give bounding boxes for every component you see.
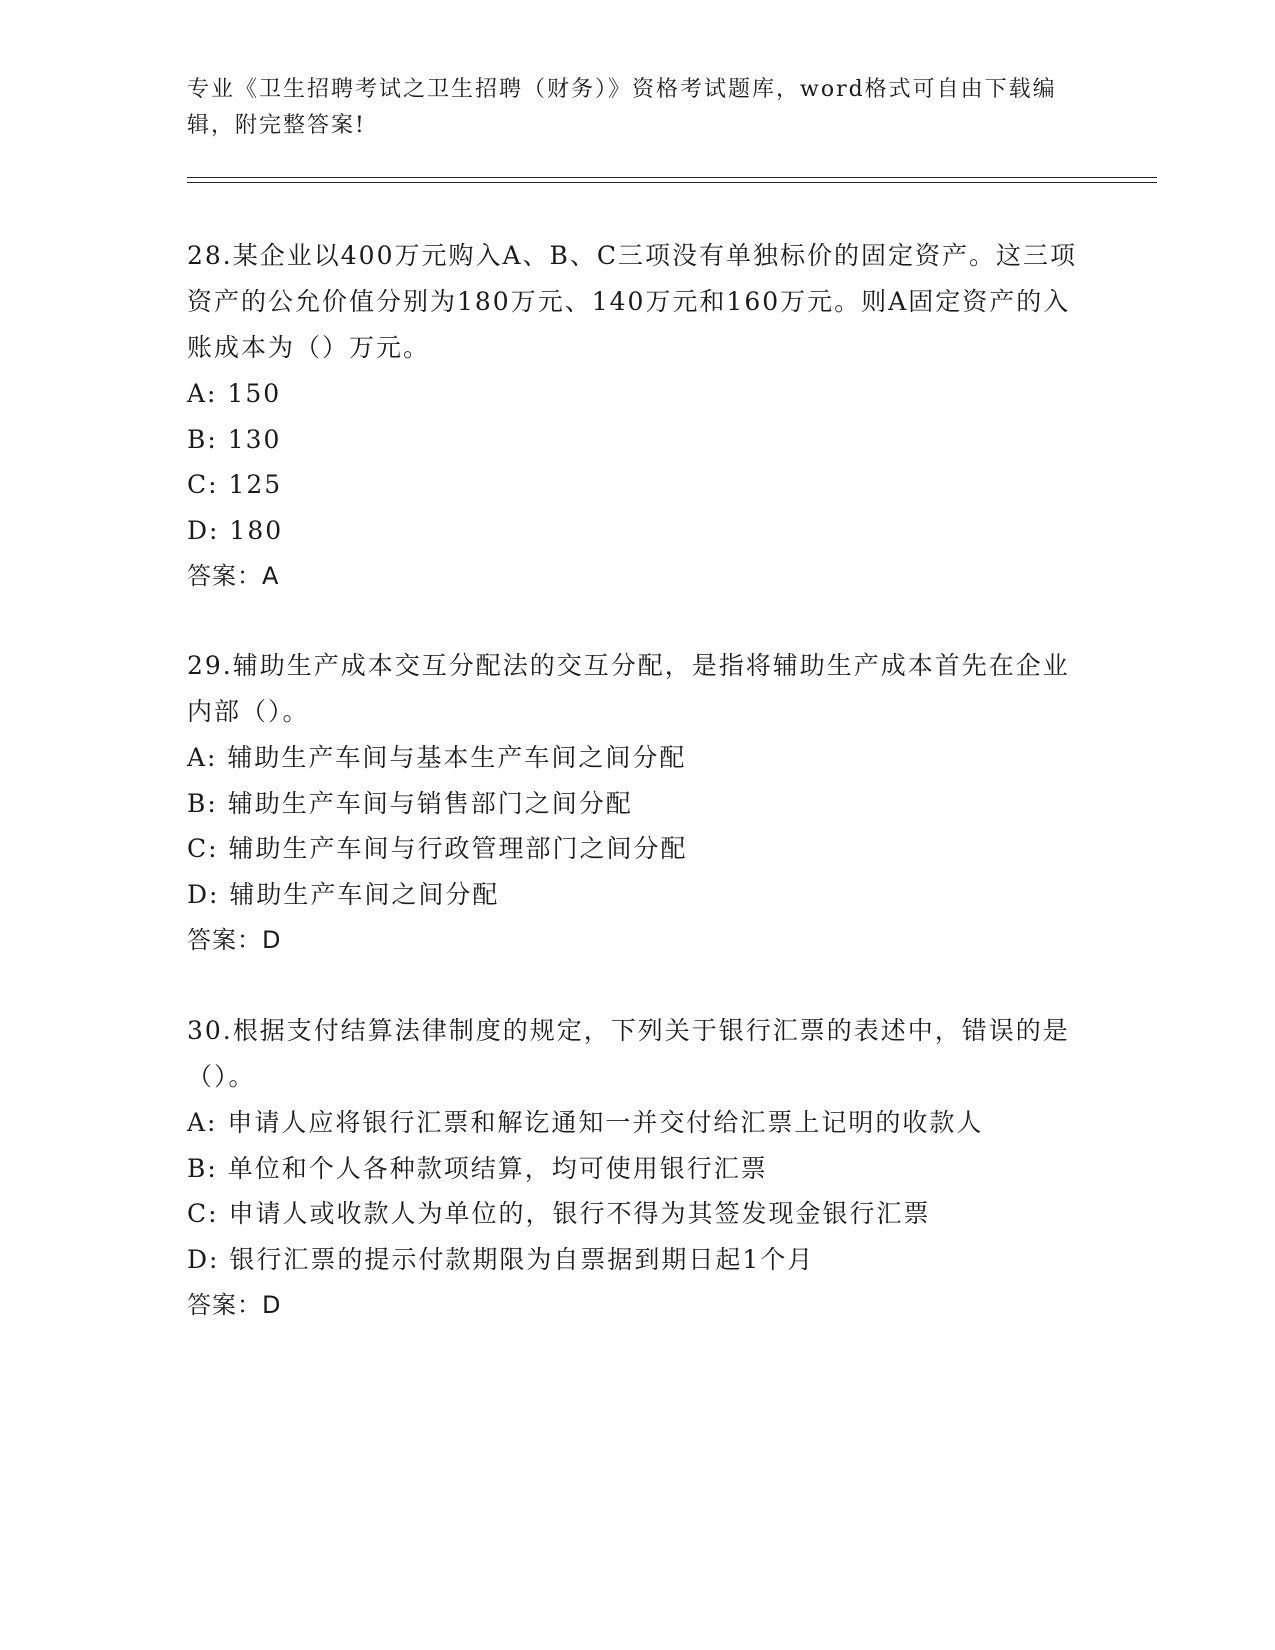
option-a: A: 辅助生产车间与基本生产车间之间分配 bbox=[187, 743, 687, 772]
header-divider-top bbox=[187, 177, 1157, 178]
option-c: C: 125 bbox=[187, 470, 283, 499]
option-b: B: 单位和个人各种款项结算，均可使用银行汇票 bbox=[187, 1153, 768, 1183]
option-a: A: 150 bbox=[187, 379, 282, 408]
answer: 答案：D bbox=[187, 926, 282, 954]
option-c: C: 辅助生产车间与行政管理部门之间分配 bbox=[187, 834, 688, 863]
answer: 答案：A bbox=[187, 562, 280, 590]
answer: 答案：D bbox=[187, 1291, 282, 1319]
question-stem: 28.某企业以400万元购入A、B、C三项没有单独标价的固定资产。这三项资产的公允价值分别为180万元、140万元和160万元。则A固定资产的入账成本为（）万元。 bbox=[187, 241, 1078, 362]
option-d: D: 180 bbox=[187, 515, 284, 545]
question-30 bbox=[187, 1008, 1087, 1328]
option-d: D: 辅助生产车间之间分配 bbox=[187, 879, 500, 909]
question-29 bbox=[187, 643, 1087, 963]
header-divider-bottom bbox=[187, 182, 1157, 183]
question-stem: 29.辅助生产成本交互分配法的交互分配，是指将辅助生产成本首先在企业内部（）。 bbox=[187, 651, 1070, 726]
document-header: 专业《卫生招聘考试之卫生招聘（财务）》资格考试题库，word格式可自由下载编辑，附完整答案! bbox=[187, 77, 1057, 138]
question-stem: 30.根据支付结算法律制度的规定，下列关于银行汇票的表述中，错误的是（）。 bbox=[187, 1016, 1070, 1091]
option-d: D: 银行汇票的提示付款期限为自票据到期日起1个月 bbox=[187, 1244, 815, 1274]
option-c: C: 申请人或收款人为单位的，银行不得为其签发现金银行汇票 bbox=[187, 1199, 931, 1228]
question-28 bbox=[187, 233, 1087, 599]
option-b: B: 辅助生产车间与销售部门之间分配 bbox=[187, 788, 633, 818]
option-b: B: 130 bbox=[187, 424, 282, 454]
option-a: A: 申请人应将银行汇票和解讫通知一并交付给汇票上记明的收款人 bbox=[187, 1108, 984, 1137]
